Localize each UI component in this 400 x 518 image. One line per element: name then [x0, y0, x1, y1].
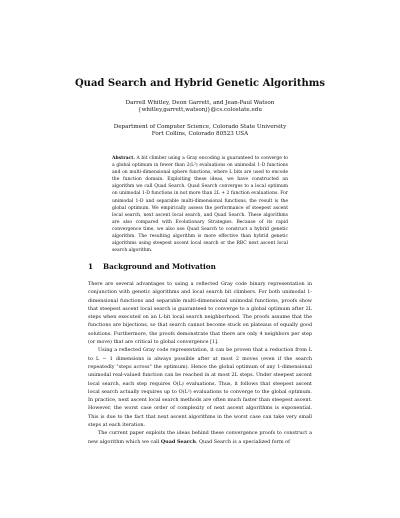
section-number: 1 [88, 262, 94, 271]
paragraph-3-end: . Quad Search is a specialized form of [195, 438, 290, 445]
abstract-label: Abstract. [112, 156, 135, 161]
author-block [0, 100, 400, 114]
author-names: Darrell Whitley, Deon Garrett, and Jean-Paul Watson [125, 100, 275, 106]
paragraph-2: Using a reflected Gray code representation, it can be proven that a reduction from L to L − 1 dimensions is always possible after at most 2 moves (even if the search repeatedly "steps across" the optimum). Hence the global optimum of any 1-dimensional unimodal real-valued function can be reached in at most 2L steps. Under steepest ascent local search, each step requires O(L) evaluations. Thus, it follows that steepest ascent local search actually requires up to O(L²) evaluations to converge to the global optimum. In practice, next ascent local search methods are often much faster than steepest ascent. However, the worst case order of complexity of next ascent algorithms is exponential. This is due to the fact that next ascent algorithms in the worst case can take very small steps at each iteration. [88, 347, 312, 429]
body-text [88, 280, 312, 446]
paper-title: Quad Search and Hybrid Genetic Algorithms [74, 78, 326, 89]
affiliation-line-1: Department of Computer Science, Colorado State University [113, 124, 287, 130]
section-title: Background and Motivation [103, 262, 216, 271]
paragraph-1: There are several advantages to using a reflected Gray code binary representation in conjunction with genetic algorithms and local search bit climbers. For both unimodal 1-dimensional functions and separable multi-dimensional unimodal functions, proofs show that steepest ascent local search is guaranteed to converge to a global optimum after 2L steps when executed on an L-bit local search neighborhood. The proofs assume that the functions are bijections, so that search cannot become stuck on plateaus of equally good solutions. Furthermore, the proofs demonstrate that there are only 4 neighbors per step (or move) that are critical to global convergence [1]. [88, 281, 312, 346]
paragraph-3-start: The current paper exploits the ideas behind these convergence proofs to construct a new algorithm which we call [88, 430, 312, 445]
quad-search-term: Quad Search [160, 438, 196, 445]
abstract-text: A bit climber using a Gray encoding is guaranteed to converge to a global optimum in fewer than 2(L²) evaluations on unimodal 1-D functions and on multi-dimensional sphere functions, where L bits are used to encode the function domain. Exploiting these ideas, we have constructed an algorithm we call Quad Search. Quad Search converges to a local optimum on unimodal 1-D functions in not more than 2L + 2 function evaluations. For unimodal 1-D and separable multi-dimensional functions, the result is the global optimum. We empirically assess the performance of steepest ascent local search, next ascent local search, and Quad Search. These algorithms are also compared with Evolutionary Strategies. Because of its rapid convergence time, we also use Quad Search to construct a hybrid genetic algorithm. The resulting algorithm is more effective than hybrid genetic algorithms using steepest ascent local search or the RBC next ascent local search algorithm. [112, 156, 289, 254]
paragraph-3 [88, 429, 312, 446]
author-emails: {whitley,garrett,watsonj}@cs.colostate.edu [138, 107, 262, 113]
affiliation-line-2: Fort Collins, Colorado 80523 USA [151, 131, 249, 137]
affiliation-block [0, 124, 400, 138]
section-heading [88, 262, 216, 271]
abstract [112, 155, 288, 254]
